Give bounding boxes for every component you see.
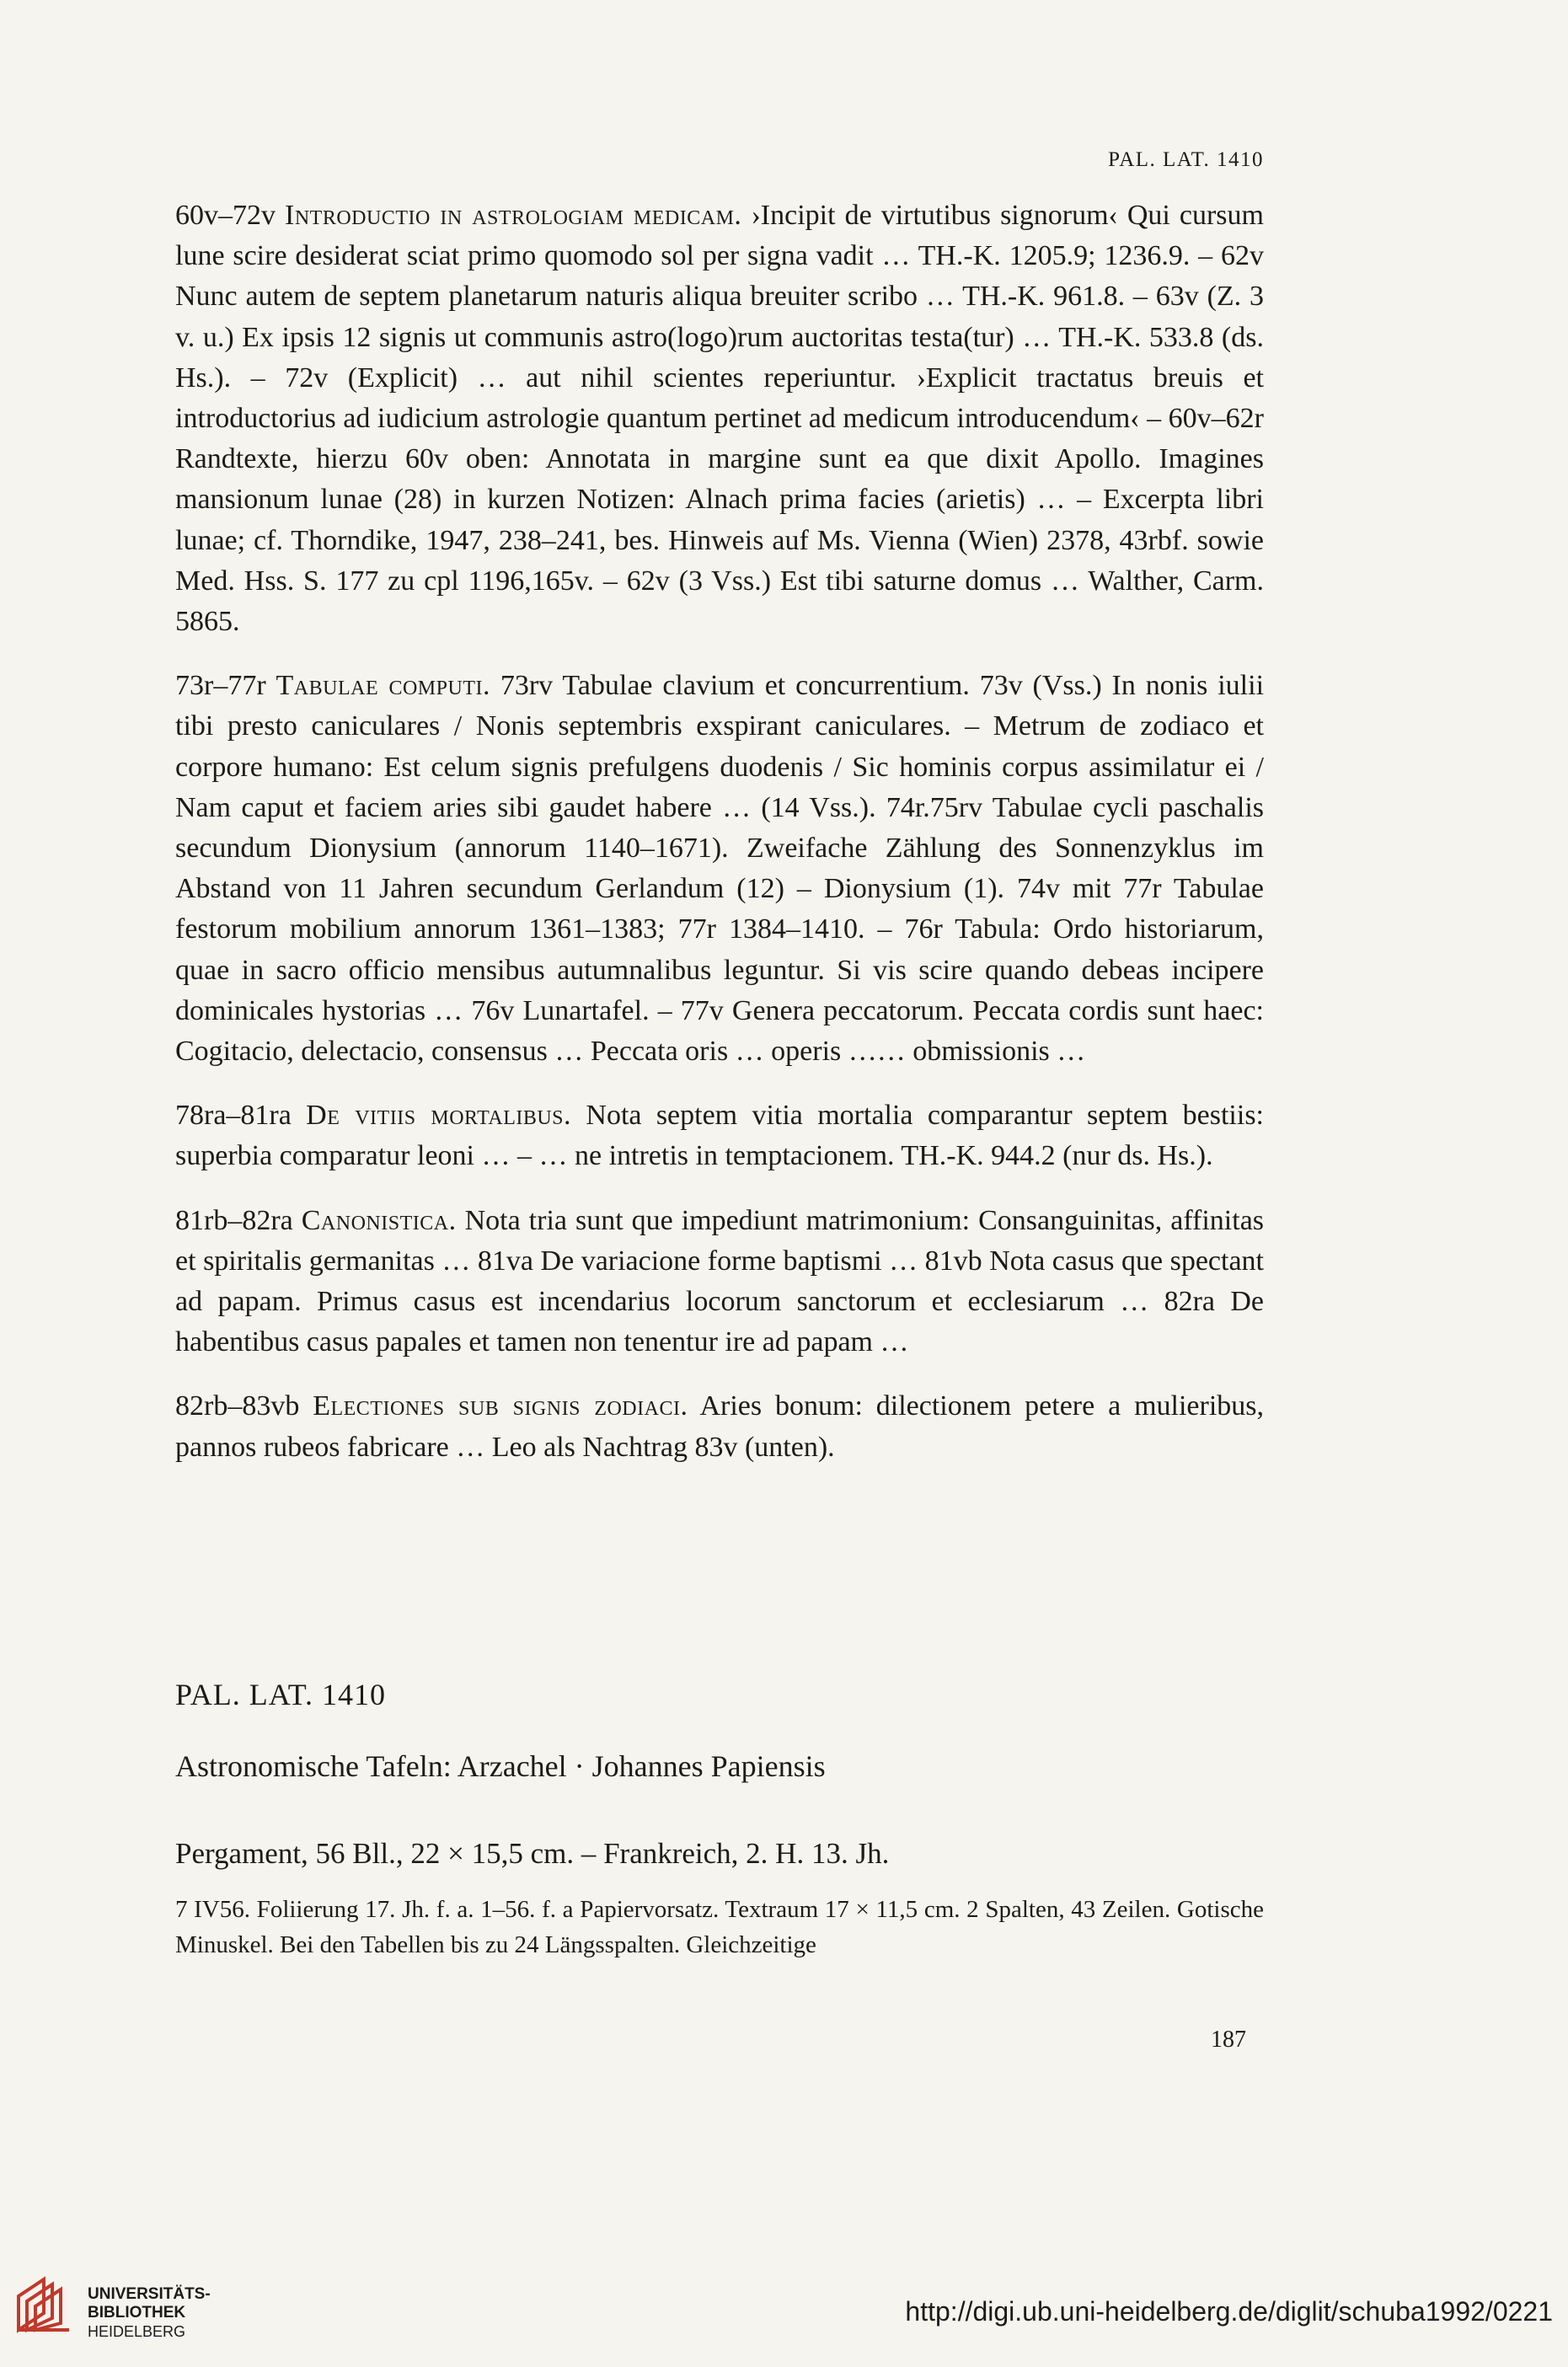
manuscript-heading: PAL. LAT. 1410 [175, 1678, 387, 1711]
manuscript-description: 7 IV56. Foliierung 17. Jh. f. a. 1–56. f. a Papiervorsatz. Textraum 17 × 11,5 cm. 2 Spalten, 43 Zeilen. Gotische Minuskel. Bei den Tabellen bis zu 24 Längsspalten. Gleichzeitige [175, 1896, 1264, 1958]
section-title: Introductio in astrologiam medicam. [285, 200, 742, 231]
section-title: Canonistica. [301, 1204, 457, 1236]
catalog-body [175, 195, 1264, 1468]
section-entry [175, 1386, 1264, 1467]
folio-locator: 78ra–81ra [175, 1100, 292, 1132]
section-entry [175, 195, 1264, 642]
section-title: De vitiis mortalibus. [306, 1100, 572, 1132]
section-entry [175, 1095, 1264, 1176]
ub-heidelberg-logo-icon [10, 2271, 78, 2338]
page-number: 187 [1211, 2027, 1246, 2053]
section-text: Nota septem vitia mortalia comparantur septem bestiis: superbia comparatur leoni … – … ne intretis in temptacionem. TH.-K. 944.2 (nur ds. Hs.). [175, 1100, 1265, 1172]
footer-bar [0, 2250, 1568, 2367]
section-entry [175, 666, 1264, 1072]
library-line: UNIVERSITÄTS- [88, 2285, 211, 2303]
manuscript-material: Pergament, 56 Bll., 22 × 15,5 cm. – Frankreich, 2. H. 13. Jh. [175, 1837, 890, 1870]
section-title: Tabulae computi. [276, 670, 490, 702]
library-line: BIBLIOTHEK [88, 2304, 186, 2321]
section-title: Electiones sub signis zodiaci. [313, 1390, 688, 1422]
folio-locator: 73r–77r [175, 670, 266, 702]
source-url-link[interactable]: http://digi.ub.uni-heidelberg.de/diglit/schuba1992/0221 [905, 2296, 1553, 2327]
folio-locator: 60v–72v [175, 200, 276, 231]
library-line: HEIDELBERG [88, 2323, 186, 2340]
folio-locator: 82rb–83vb [175, 1390, 300, 1422]
library-name [88, 2285, 211, 2341]
running-head: PAL. LAT. 1410 [1108, 148, 1264, 171]
section-text: 73rv Tabulae clavium et concurrentium. 73v (Vss.) In nonis iulii tibi presto caniculares / Nonis septembris exspirant caniculares. – Metrum de zodiaco et corpore humano: Est celum signis prefulgens duodenis / Sic hominis corpus assimilatur ei / Nam caput et faciem aries sibi gaudet habere … (14 Vss.). 74r.75rv Tabulae cycli paschalis secundum Dionysium (annorum 1140–1671). Zweifache Zählung des Sonnenzyklus im Abstand von 11 Jahren secundum Gerlandum (12) – Dionysium (1). 74v mit 77r Tabulae festorum mobilium annorum 1361–1383; 77r 1384–1410. – 76r Tabula: Ordo historiarum, quae in sacro officio mensibus autumnalibus leguntur. Si vis scire quando debeas incipere dominicales hystorias … 76v Lunartafel. – 77v Genera peccatorum. Peccata cordis sunt haec: Cogitacio, delectacio, consensus … Peccata oris … operis …… obmissionis … [175, 670, 1265, 1068]
manuscript-title: Astronomische Tafeln: Arzachel · Johannes Papiensis [175, 1749, 826, 1783]
section-entry [175, 1201, 1264, 1363]
section-text: Nota tria sunt que impediunt matrimonium: Consanguinitas, affinitas et spiritalis germanitas … 81va De variacione forme baptismi … 81vb Nota casus que spectant ad papam. Primus casus est incendarius locorum sanctorum et ecclesiarum … 82ra De habentibus casus papales et tamen non tenentur ire ad papam … [175, 1204, 1265, 1358]
section-text: ›Incipit de virtutibus signorum‹ Qui cursum lune scire desiderat sciat primo quomodo sol per signa vadit … TH.-K. 1205.9; 1236.9. – 62v Nunc autem de septem planetarum naturis aliqua breuiter scribo … TH.-K. 961.8. – 63v (Z. 3 v. u.) Ex ipsis 12 signis ut communis astro(logo)rum auctoritas testa(tur) … TH.-K. 533.8 (ds. Hs.). – 72v (Explicit) … aut nihil scientes reperiuntur. ›Explicit tractatus breuis et introductorius ad iudicium astrologie quantum pertinet ad medicum introducendum‹ – 60v–62r Randtexte, hierzu 60v oben: Annotata in margine sunt ea que dixit Apollo. Imagines mansionum lunae (28) in kurzen Notizen: Alnach prima facies (arietis) … – Excerpta libri lunae; cf. Thorndike, 1947, 238–241, bes. Hinweis auf Ms. Vienna (Wien) 2378, 43rbf. sowie Med. Hss. S. 177 zu cpl 1196,165v. – 62v (3 Vss.) Est tibi saturne domus … Walther, Carm. 5865. [175, 200, 1264, 638]
folio-locator: 81rb–82ra [175, 1204, 293, 1236]
section-text: Aries bonum: dilectionem petere a mulieribus, pannos rubeos fabricare … Leo als Nachtrag 83v (unten). [175, 1390, 1265, 1463]
